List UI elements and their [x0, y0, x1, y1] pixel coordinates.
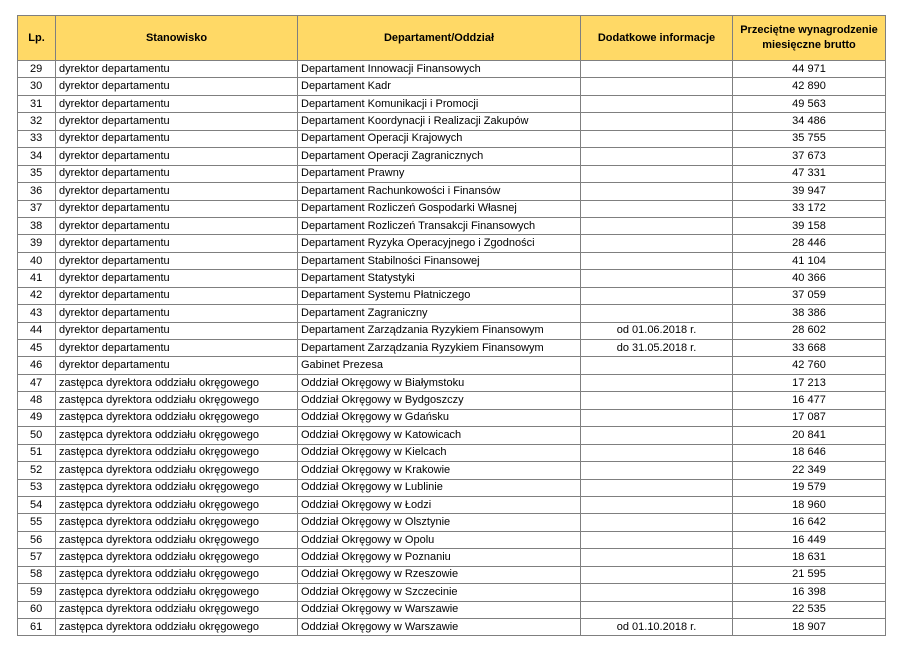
- cell-lp: 38: [18, 217, 56, 234]
- cell-additional-info: [581, 113, 733, 130]
- cell-lp: 60: [18, 601, 56, 618]
- table-row: [18, 514, 886, 531]
- cell-department: Departament Rachunkowości i Finansów: [298, 183, 581, 200]
- cell-position: dyrektor departamentu: [56, 130, 298, 147]
- cell-salary: 39 947: [733, 183, 886, 200]
- cell-additional-info: [581, 392, 733, 409]
- cell-department: Departament Statystyki: [298, 270, 581, 287]
- table-row: [18, 601, 886, 618]
- cell-position: zastępca dyrektora oddziału okręgowego: [56, 531, 298, 548]
- cell-additional-info: [581, 601, 733, 618]
- cell-lp: 30: [18, 78, 56, 95]
- cell-lp: 40: [18, 252, 56, 269]
- cell-salary: 16 477: [733, 392, 886, 409]
- cell-position: zastępca dyrektora oddziału okręgowego: [56, 479, 298, 496]
- cell-additional-info: [581, 95, 733, 112]
- cell-lp: 45: [18, 340, 56, 357]
- cell-lp: 50: [18, 427, 56, 444]
- cell-salary: 35 755: [733, 130, 886, 147]
- cell-lp: 36: [18, 183, 56, 200]
- cell-department: Departament Ryzyka Operacyjnego i Zgodności: [298, 235, 581, 252]
- cell-position: dyrektor departamentu: [56, 357, 298, 374]
- cell-salary: 19 579: [733, 479, 886, 496]
- cell-lp: 43: [18, 305, 56, 322]
- cell-salary: 28 602: [733, 322, 886, 339]
- cell-department: Departament Komunikacji i Promocji: [298, 95, 581, 112]
- cell-department: Departament Koordynacji i Realizacji Zakupów: [298, 113, 581, 130]
- cell-department: Gabinet Prezesa: [298, 357, 581, 374]
- cell-salary: 18 960: [733, 496, 886, 513]
- cell-lp: 37: [18, 200, 56, 217]
- cell-lp: 52: [18, 462, 56, 479]
- table-row: [18, 148, 886, 165]
- cell-additional-info: [581, 374, 733, 391]
- cell-department: Oddział Okręgowy w Kielcach: [298, 444, 581, 461]
- table-row: [18, 113, 886, 130]
- cell-additional-info: do 31.05.2018 r.: [581, 340, 733, 357]
- cell-department: Departament Systemu Płatniczego: [298, 287, 581, 304]
- cell-position: dyrektor departamentu: [56, 165, 298, 182]
- cell-position: dyrektor departamentu: [56, 270, 298, 287]
- cell-position: zastępca dyrektora oddziału okręgowego: [56, 584, 298, 601]
- cell-position: zastępca dyrektora oddziału okręgowego: [56, 496, 298, 513]
- cell-department: Oddział Okręgowy w Łodzi: [298, 496, 581, 513]
- cell-lp: 46: [18, 357, 56, 374]
- cell-department: Departament Stabilności Finansowej: [298, 252, 581, 269]
- cell-additional-info: [581, 61, 733, 78]
- cell-position: zastępca dyrektora oddziału okręgowego: [56, 409, 298, 426]
- cell-position: zastępca dyrektora oddziału okręgowego: [56, 444, 298, 461]
- cell-additional-info: od 01.10.2018 r.: [581, 619, 733, 636]
- cell-lp: 51: [18, 444, 56, 461]
- cell-department: Oddział Okręgowy w Olsztynie: [298, 514, 581, 531]
- cell-position: dyrektor departamentu: [56, 95, 298, 112]
- cell-additional-info: [581, 200, 733, 217]
- cell-department: Departament Rozliczeń Transakcji Finansowych: [298, 217, 581, 234]
- table-row: [18, 392, 886, 409]
- cell-additional-info: [581, 78, 733, 95]
- cell-additional-info: [581, 479, 733, 496]
- cell-department: Oddział Okręgowy w Białymstoku: [298, 374, 581, 391]
- cell-position: zastępca dyrektora oddziału okręgowego: [56, 374, 298, 391]
- cell-lp: 57: [18, 549, 56, 566]
- cell-salary: 16 398: [733, 584, 886, 601]
- table-row: [18, 61, 886, 78]
- cell-lp: 55: [18, 514, 56, 531]
- cell-salary: 22 349: [733, 462, 886, 479]
- cell-department: Departament Innowacji Finansowych: [298, 61, 581, 78]
- cell-additional-info: [581, 427, 733, 444]
- cell-salary: 18 631: [733, 549, 886, 566]
- cell-additional-info: [581, 165, 733, 182]
- cell-additional-info: [581, 148, 733, 165]
- cell-salary: 21 595: [733, 566, 886, 583]
- cell-position: dyrektor departamentu: [56, 252, 298, 269]
- cell-salary: 16 642: [733, 514, 886, 531]
- cell-additional-info: [581, 183, 733, 200]
- cell-salary: 33 668: [733, 340, 886, 357]
- cell-position: zastępca dyrektora oddziału okręgowego: [56, 462, 298, 479]
- cell-lp: 34: [18, 148, 56, 165]
- cell-salary: 18 907: [733, 619, 886, 636]
- cell-additional-info: [581, 531, 733, 548]
- table-row: [18, 496, 886, 513]
- cell-lp: 49: [18, 409, 56, 426]
- cell-department: Departament Zarządzania Ryzykiem Finansowym: [298, 322, 581, 339]
- cell-additional-info: [581, 462, 733, 479]
- table-row: [18, 200, 886, 217]
- cell-position: zastępca dyrektora oddziału okręgowego: [56, 392, 298, 409]
- cell-lp: 61: [18, 619, 56, 636]
- cell-department: Oddział Okręgowy w Bydgoszczy: [298, 392, 581, 409]
- table-row: [18, 549, 886, 566]
- cell-position: dyrektor departamentu: [56, 217, 298, 234]
- cell-additional-info: [581, 217, 733, 234]
- cell-salary: 40 366: [733, 270, 886, 287]
- cell-lp: 44: [18, 322, 56, 339]
- cell-department: Departament Operacji Krajowych: [298, 130, 581, 147]
- header-position: Stanowisko: [56, 16, 298, 61]
- cell-additional-info: [581, 252, 733, 269]
- cell-position: dyrektor departamentu: [56, 200, 298, 217]
- cell-lp: 33: [18, 130, 56, 147]
- cell-department: Oddział Okręgowy w Krakowie: [298, 462, 581, 479]
- table-row: [18, 252, 886, 269]
- table-row: [18, 305, 886, 322]
- table-row: [18, 462, 886, 479]
- table-row: [18, 444, 886, 461]
- table-row: [18, 409, 886, 426]
- cell-position: dyrektor departamentu: [56, 340, 298, 357]
- table-row: [18, 374, 886, 391]
- cell-salary: 33 172: [733, 200, 886, 217]
- cell-salary: 20 841: [733, 427, 886, 444]
- cell-lp: 54: [18, 496, 56, 513]
- cell-lp: 35: [18, 165, 56, 182]
- header-additional-info: Dodatkowe informacje: [581, 16, 733, 61]
- table-row: [18, 95, 886, 112]
- cell-position: zastępca dyrektora oddziału okręgowego: [56, 427, 298, 444]
- table-row: [18, 287, 886, 304]
- header-average-salary: Przeciętne wynagrodzenie miesięczne brutto: [733, 16, 886, 61]
- cell-position: dyrektor departamentu: [56, 78, 298, 95]
- table-row: [18, 427, 886, 444]
- cell-additional-info: [581, 496, 733, 513]
- table-row: [18, 566, 886, 583]
- cell-additional-info: [581, 566, 733, 583]
- cell-lp: 42: [18, 287, 56, 304]
- cell-lp: 39: [18, 235, 56, 252]
- cell-position: dyrektor departamentu: [56, 113, 298, 130]
- cell-lp: 48: [18, 392, 56, 409]
- cell-salary: 42 890: [733, 78, 886, 95]
- cell-salary: 22 535: [733, 601, 886, 618]
- table-row: [18, 322, 886, 339]
- cell-additional-info: [581, 549, 733, 566]
- cell-position: dyrektor departamentu: [56, 183, 298, 200]
- cell-lp: 56: [18, 531, 56, 548]
- cell-salary: 49 563: [733, 95, 886, 112]
- cell-salary: 47 331: [733, 165, 886, 182]
- header-department: Departament/Oddział: [298, 16, 581, 61]
- table-body: [18, 61, 886, 636]
- cell-salary: 41 104: [733, 252, 886, 269]
- cell-department: Departament Operacji Zagranicznych: [298, 148, 581, 165]
- cell-additional-info: [581, 357, 733, 374]
- cell-salary: 37 059: [733, 287, 886, 304]
- cell-position: dyrektor departamentu: [56, 148, 298, 165]
- table-row: [18, 130, 886, 147]
- salary-table: [17, 15, 886, 636]
- cell-position: dyrektor departamentu: [56, 287, 298, 304]
- cell-position: zastępca dyrektora oddziału okręgowego: [56, 619, 298, 636]
- cell-position: dyrektor departamentu: [56, 305, 298, 322]
- salary-table-sheet: [17, 15, 885, 636]
- table-row: [18, 183, 886, 200]
- cell-position: dyrektor departamentu: [56, 235, 298, 252]
- cell-lp: 53: [18, 479, 56, 496]
- table-row: [18, 340, 886, 357]
- cell-department: Departament Kadr: [298, 78, 581, 95]
- table-row: [18, 584, 886, 601]
- cell-lp: 31: [18, 95, 56, 112]
- cell-position: zastępca dyrektora oddziału okręgowego: [56, 601, 298, 618]
- cell-additional-info: od 01.06.2018 r.: [581, 322, 733, 339]
- cell-position: dyrektor departamentu: [56, 322, 298, 339]
- cell-department: Oddział Okręgowy w Szczecinie: [298, 584, 581, 601]
- cell-department: Oddział Okręgowy w Rzeszowie: [298, 566, 581, 583]
- cell-department: Departament Zarządzania Ryzykiem Finansowym: [298, 340, 581, 357]
- cell-additional-info: [581, 235, 733, 252]
- cell-additional-info: [581, 444, 733, 461]
- cell-department: Oddział Okręgowy w Poznaniu: [298, 549, 581, 566]
- cell-salary: 34 486: [733, 113, 886, 130]
- cell-additional-info: [581, 305, 733, 322]
- cell-department: Departament Rozliczeń Gospodarki Własnej: [298, 200, 581, 217]
- cell-salary: 38 386: [733, 305, 886, 322]
- cell-additional-info: [581, 409, 733, 426]
- table-row: [18, 165, 886, 182]
- cell-lp: 32: [18, 113, 56, 130]
- cell-position: zastępca dyrektora oddziału okręgowego: [56, 514, 298, 531]
- cell-salary: 37 673: [733, 148, 886, 165]
- cell-department: Oddział Okręgowy w Katowicach: [298, 427, 581, 444]
- table-row: [18, 531, 886, 548]
- cell-department: Departament Zagraniczny: [298, 305, 581, 322]
- cell-lp: 47: [18, 374, 56, 391]
- table-row: [18, 235, 886, 252]
- cell-position: zastępca dyrektora oddziału okręgowego: [56, 566, 298, 583]
- table-row: [18, 217, 886, 234]
- cell-department: Oddział Okręgowy w Warszawie: [298, 619, 581, 636]
- table-row: [18, 270, 886, 287]
- cell-department: Oddział Okręgowy w Warszawie: [298, 601, 581, 618]
- cell-salary: 17 213: [733, 374, 886, 391]
- cell-salary: 17 087: [733, 409, 886, 426]
- cell-department: Oddział Okręgowy w Lublinie: [298, 479, 581, 496]
- table-row: [18, 357, 886, 374]
- cell-lp: 58: [18, 566, 56, 583]
- cell-additional-info: [581, 287, 733, 304]
- cell-salary: 16 449: [733, 531, 886, 548]
- cell-salary: 18 646: [733, 444, 886, 461]
- cell-department: Oddział Okręgowy w Gdańsku: [298, 409, 581, 426]
- cell-lp: 59: [18, 584, 56, 601]
- cell-salary: 44 971: [733, 61, 886, 78]
- cell-salary: 42 760: [733, 357, 886, 374]
- cell-salary: 28 446: [733, 235, 886, 252]
- cell-position: zastępca dyrektora oddziału okręgowego: [56, 549, 298, 566]
- cell-lp: 29: [18, 61, 56, 78]
- cell-additional-info: [581, 270, 733, 287]
- table-row: [18, 619, 886, 636]
- cell-salary: 39 158: [733, 217, 886, 234]
- cell-lp: 41: [18, 270, 56, 287]
- header-row: [18, 16, 886, 61]
- cell-department: Departament Prawny: [298, 165, 581, 182]
- table-row: [18, 78, 886, 95]
- table-row: [18, 479, 886, 496]
- cell-additional-info: [581, 584, 733, 601]
- cell-position: dyrektor departamentu: [56, 61, 298, 78]
- header-lp: Lp.: [18, 16, 56, 61]
- cell-department: Oddział Okręgowy w Opolu: [298, 531, 581, 548]
- cell-additional-info: [581, 514, 733, 531]
- cell-additional-info: [581, 130, 733, 147]
